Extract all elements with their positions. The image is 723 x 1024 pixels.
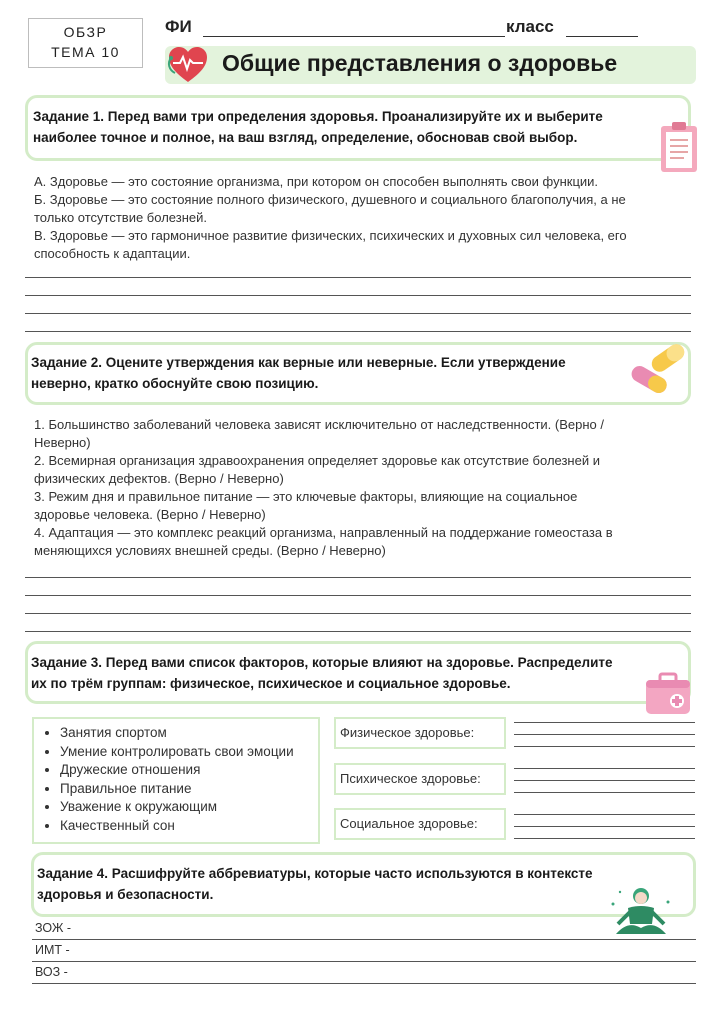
answer-line[interactable] bbox=[514, 780, 695, 781]
subject-label: ОБЗР bbox=[63, 24, 108, 40]
definition-line: В. Здоровье — это гармоничное развитие физических, психических и духовных сил человека, его bbox=[34, 228, 627, 243]
factor-item: • Качественный сон bbox=[60, 817, 318, 836]
first-aid-kit-icon bbox=[644, 670, 692, 718]
statement-line: Неверно) bbox=[34, 435, 91, 450]
answer-line[interactable] bbox=[514, 722, 695, 723]
pills-icon bbox=[628, 340, 690, 400]
statement-line: 4. Адаптация — это комплекс реакций организма, направленный на поддержание гомеостаза в bbox=[34, 525, 613, 540]
answer-line[interactable] bbox=[25, 631, 691, 632]
answer-line[interactable] bbox=[514, 734, 695, 735]
answer-line[interactable] bbox=[25, 295, 691, 296]
statement-line: 3. Режим дня и правильное питание — это ключевые факторы, влияющие на социальное bbox=[34, 489, 578, 504]
class-label: класс bbox=[506, 17, 554, 36]
answer-line[interactable] bbox=[25, 613, 691, 614]
factor-item: • Занятия спортом bbox=[60, 724, 318, 743]
answer-line[interactable] bbox=[514, 814, 695, 815]
answer-line[interactable] bbox=[514, 826, 695, 827]
abbreviation-voz: ВОЗ - bbox=[35, 965, 68, 979]
abbreviation-imt: ИМТ - bbox=[35, 943, 70, 957]
answer-line[interactable] bbox=[514, 792, 695, 793]
topic-label: ТЕМА 10 bbox=[51, 44, 120, 60]
answer-line[interactable] bbox=[25, 331, 691, 332]
answer-line[interactable] bbox=[32, 983, 696, 984]
physical-health-label: Физическое здоровье: bbox=[334, 717, 506, 749]
task2-statements bbox=[34, 416, 613, 560]
answer-line[interactable] bbox=[25, 577, 691, 578]
answer-line[interactable] bbox=[25, 313, 691, 314]
answer-line[interactable] bbox=[25, 595, 691, 596]
social-health-label: Социальное здоровье: bbox=[334, 808, 506, 840]
subject-box bbox=[28, 18, 143, 68]
definition-line: способность к адаптации. bbox=[34, 246, 191, 261]
task3-prompt: Задание 3. Перед вами список факторов, которые влияют на здоровье. Распределите их по трём группам: физическое, психическое и социальное здоровье. bbox=[31, 655, 613, 691]
definition-line: Б. Здоровье — это состояние полного физического, душевного и социального благополучия, а не bbox=[34, 192, 626, 207]
factor-item: • Дружеские отношения bbox=[60, 761, 318, 780]
task1-prompt: Задание 1. Перед вами три определения здоровья. Проанализируйте их и выберите наиболее точное и полное, на ваш взгляд, определение, обосновав свой выбор. bbox=[33, 109, 603, 145]
statement-line: физических дефектов. (Верно / Неверно) bbox=[34, 471, 284, 486]
answer-line[interactable] bbox=[32, 961, 696, 962]
fi-input-line[interactable] bbox=[203, 36, 505, 37]
abbreviation-zozh: ЗОЖ - bbox=[35, 921, 72, 935]
statement-line: меняющихся условиях внешней среды. (Верно / Неверно) bbox=[34, 543, 386, 558]
clipboard-icon bbox=[658, 120, 700, 174]
statement-line: здоровье человека. (Верно / Неверно) bbox=[34, 507, 266, 522]
statement-line: 2. Всемирная организация здравоохранения определяет здоровье как отсутствие болезней и bbox=[34, 453, 600, 468]
definition-line: А. Здоровье — это состояние организма, при котором он способен выполнять свои функции. bbox=[34, 174, 599, 189]
mental-health-label: Психическое здоровье: bbox=[334, 763, 506, 795]
task1-definitions bbox=[34, 173, 627, 263]
answer-line[interactable] bbox=[32, 939, 696, 940]
answer-line[interactable] bbox=[25, 277, 691, 278]
task4-prompt: Задание 4. Расшифруйте аббревиатуры, которые часто используются в контексте здоровья и безопасности. bbox=[37, 866, 593, 902]
heart-pulse-icon bbox=[166, 44, 210, 86]
statement-line: 1. Большинство заболеваний человека зависят исключительно от наследственности. (Верно / bbox=[34, 417, 604, 432]
class-input-line[interactable] bbox=[566, 36, 638, 37]
factor-item: • Уважение к окружающим bbox=[60, 798, 318, 817]
definition-line: только отсутствие болезней. bbox=[34, 210, 207, 225]
task2-prompt: Задание 2. Оцените утверждения как верные или неверные. Если утверждение неверно, кратко обоснуйте свою позицию. bbox=[31, 355, 566, 391]
answer-line[interactable] bbox=[514, 838, 695, 839]
answer-line[interactable] bbox=[514, 768, 695, 769]
page-title: Общие представления о здоровье bbox=[222, 50, 618, 76]
answer-line[interactable] bbox=[514, 746, 695, 747]
factor-item: • Умение контролировать свои эмоции bbox=[60, 743, 318, 762]
meditation-figure-icon bbox=[608, 884, 674, 942]
factor-item: • Правильное питание bbox=[60, 780, 318, 799]
fi-label: ФИ bbox=[165, 17, 192, 36]
factors-list-box bbox=[32, 717, 320, 844]
